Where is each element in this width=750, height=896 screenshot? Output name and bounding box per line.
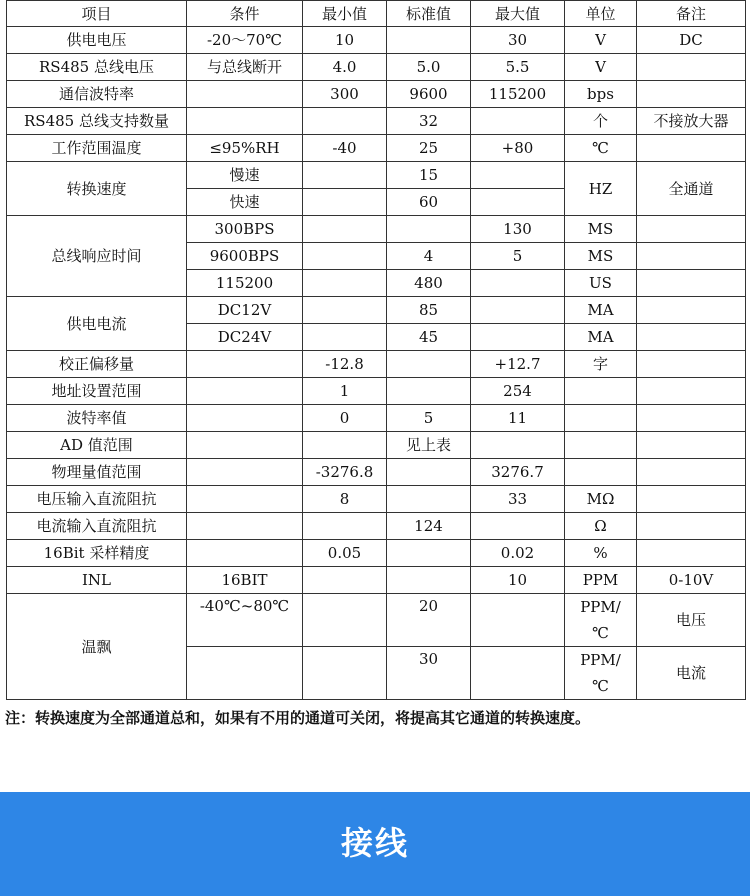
table-cell: [187, 378, 303, 405]
table-cell: 124: [387, 513, 471, 540]
table-cell: MΩ: [565, 486, 637, 513]
table-cell: [565, 594, 637, 647]
table-cell: 4.0: [303, 54, 387, 81]
table-cell: 130: [471, 216, 565, 243]
section-banner: [0, 792, 750, 896]
header-cell: 单位: [565, 1, 637, 27]
table-cell: Ω: [565, 513, 637, 540]
table-cell: 16BIT: [187, 567, 303, 594]
table-cell: bps: [565, 81, 637, 108]
table-row: [7, 216, 746, 243]
table-row: [7, 486, 746, 513]
table-cell: 波特率值: [7, 405, 187, 432]
table-cell: [303, 432, 387, 459]
table-cell: 30: [471, 27, 565, 54]
table-cell: [303, 647, 387, 700]
table-cell: 温飘: [7, 594, 187, 700]
table-cell: DC: [637, 27, 746, 54]
table-cell: 转换速度: [7, 162, 187, 216]
table-row: [7, 108, 746, 135]
table-cell: -12.8: [303, 351, 387, 378]
table-cell: 0-10V: [637, 567, 746, 594]
table-cell: HZ: [565, 162, 637, 216]
table-cell: 45: [387, 324, 471, 351]
table-cell: V: [565, 54, 637, 81]
footnote: 注：转换速度为全部通道总和，如果有不用的通道可关闭，将提高其它通道的转换速度。: [5, 709, 591, 727]
table-cell: [637, 54, 746, 81]
table-cell: [637, 432, 746, 459]
table-cell: 0.05: [303, 540, 387, 567]
table-cell: MS: [565, 216, 637, 243]
table-cell: 电压输入直流阻抗: [7, 486, 187, 513]
table-cell: [565, 459, 637, 486]
table-cell: 11: [471, 405, 565, 432]
table-cell: [303, 324, 387, 351]
table-cell: 见上表: [387, 432, 471, 459]
table-cell: [187, 513, 303, 540]
table-cell: [471, 594, 565, 647]
table-cell: [471, 513, 565, 540]
table-cell: [637, 459, 746, 486]
table-cell: [637, 81, 746, 108]
table-cell: [303, 270, 387, 297]
table-row: [7, 432, 746, 459]
table-cell: AD 值范围: [7, 432, 187, 459]
table-cell: 5.5: [471, 54, 565, 81]
unit-line: PPM/: [580, 598, 621, 616]
table-cell: [187, 351, 303, 378]
table-cell: 5.0: [387, 54, 471, 81]
table-cell: 254: [471, 378, 565, 405]
table-cell: 电流输入直流阻抗: [7, 513, 187, 540]
table-cell: -20～70℃: [187, 27, 303, 54]
table-cell: 9600: [387, 81, 471, 108]
table-cell: 4: [387, 243, 471, 270]
table-cell: [303, 297, 387, 324]
table-row: [7, 513, 746, 540]
table-cell: [471, 270, 565, 297]
table-cell: [387, 567, 471, 594]
table-cell: MA: [565, 324, 637, 351]
table-cell: [303, 594, 387, 647]
table-cell: 地址设置范围: [7, 378, 187, 405]
table-cell: 300BPS: [187, 216, 303, 243]
table-cell: 与总线断开: [187, 54, 303, 81]
table-row: [7, 81, 746, 108]
table-cell: [637, 540, 746, 567]
table-cell: US: [565, 270, 637, 297]
table-row: [7, 405, 746, 432]
table-cell: DC12V: [187, 297, 303, 324]
table-cell: 1: [303, 378, 387, 405]
table-cell: %: [565, 540, 637, 567]
table-cell: [637, 405, 746, 432]
header-cell: 项目: [7, 1, 187, 27]
table-row: [7, 27, 746, 54]
table-cell: 60: [387, 189, 471, 216]
table-cell: -40: [303, 135, 387, 162]
table-cell: 供电电压: [7, 27, 187, 54]
table-cell: 总线响应时间: [7, 216, 187, 297]
table-cell: 校正偏移量: [7, 351, 187, 378]
table-cell: [565, 432, 637, 459]
table-cell: [303, 108, 387, 135]
table-cell: ℃: [565, 135, 637, 162]
unit-line: ℃: [592, 677, 609, 695]
unit-line: PPM/: [580, 651, 621, 669]
unit-line: ℃: [592, 624, 609, 642]
table-cell: 0: [303, 405, 387, 432]
table-cell: [387, 27, 471, 54]
table-cell: 5: [471, 243, 565, 270]
table-row: [7, 351, 746, 378]
table-cell: RS485 总线支持数量: [7, 108, 187, 135]
table-cell: [565, 405, 637, 432]
table-cell: [387, 216, 471, 243]
table-cell: [387, 459, 471, 486]
table-cell: 0.02: [471, 540, 565, 567]
table-row: [7, 162, 746, 189]
header-cell: 备注: [637, 1, 746, 27]
table-cell: -3276.8: [303, 459, 387, 486]
table-cell: 300: [303, 81, 387, 108]
table-cell: [637, 324, 746, 351]
table-cell: V: [565, 27, 637, 54]
table-row: [7, 594, 746, 647]
table-cell: [471, 324, 565, 351]
header-cell: 最小值: [303, 1, 387, 27]
table-cell: 不接放大器: [637, 108, 746, 135]
table-cell: 8: [303, 486, 387, 513]
table-cell: 115200: [187, 270, 303, 297]
table-row: [7, 567, 746, 594]
table-cell: 慢速: [187, 162, 303, 189]
table-cell: 物理量值范围: [7, 459, 187, 486]
header-cell: 条件: [187, 1, 303, 27]
table-cell: [471, 108, 565, 135]
table-cell: +80: [471, 135, 565, 162]
spec-table: [6, 0, 746, 700]
table-cell: DC24V: [187, 324, 303, 351]
table-cell: [187, 405, 303, 432]
table-cell: [637, 378, 746, 405]
table-cell: 115200: [471, 81, 565, 108]
table-cell: 通信波特率: [7, 81, 187, 108]
table-cell: [387, 540, 471, 567]
table-cell: 3276.7: [471, 459, 565, 486]
table-cell: 25: [387, 135, 471, 162]
table-cell: [387, 351, 471, 378]
header-row: [7, 1, 746, 27]
table-cell: [187, 647, 303, 700]
table-cell: [471, 647, 565, 700]
table-cell: 32: [387, 108, 471, 135]
table-cell: 480: [387, 270, 471, 297]
table-cell: [471, 162, 565, 189]
table-row: [7, 297, 746, 324]
table-cell: [637, 135, 746, 162]
table-cell: 20: [387, 594, 471, 647]
table-cell: [565, 647, 637, 700]
table-cell: 9600BPS: [187, 243, 303, 270]
table-cell: [471, 297, 565, 324]
table-cell: 全通道: [637, 162, 746, 216]
table-cell: [187, 81, 303, 108]
table-cell: [187, 108, 303, 135]
table-cell: 供电电流: [7, 297, 187, 351]
table-cell: [187, 486, 303, 513]
table-cell: 10: [471, 567, 565, 594]
table-row: [7, 54, 746, 81]
table-cell: [637, 270, 746, 297]
table-cell: [637, 243, 746, 270]
table-cell: [303, 162, 387, 189]
table-cell: 电压: [637, 594, 746, 647]
table-row: [7, 135, 746, 162]
table-cell: 85: [387, 297, 471, 324]
table-cell: RS485 总线电压: [7, 54, 187, 81]
table-cell: 33: [471, 486, 565, 513]
table-cell: [637, 297, 746, 324]
table-cell: 16Bit 采样精度: [7, 540, 187, 567]
table-cell: [471, 432, 565, 459]
table-cell: [637, 513, 746, 540]
table-cell: 30: [387, 647, 471, 700]
table-cell: INL: [7, 567, 187, 594]
table-cell: [387, 486, 471, 513]
table-row: [7, 459, 746, 486]
section-title: 接线: [340, 824, 409, 862]
table-cell: [187, 459, 303, 486]
table-cell: 15: [387, 162, 471, 189]
table-cell: [471, 189, 565, 216]
table-cell: PPM: [565, 567, 637, 594]
table-cell: 10: [303, 27, 387, 54]
table-cell: MA: [565, 297, 637, 324]
table-cell: 快速: [187, 189, 303, 216]
table-row: [7, 378, 746, 405]
header-cell: 标准值: [387, 1, 471, 27]
table-cell: 电流: [637, 647, 746, 700]
header-cell: 最大值: [471, 1, 565, 27]
table-cell: [187, 432, 303, 459]
table-cell: 5: [387, 405, 471, 432]
table-cell: +12.7: [471, 351, 565, 378]
table-cell: 工作范围温度: [7, 135, 187, 162]
table-cell: [303, 216, 387, 243]
table-cell: [303, 567, 387, 594]
table-row: [7, 540, 746, 567]
table-cell: [303, 243, 387, 270]
table-cell: [303, 513, 387, 540]
table-cell: [303, 189, 387, 216]
table-cell: -40℃~80℃: [187, 594, 303, 647]
table-cell: ≤95%RH: [187, 135, 303, 162]
table-cell: [565, 378, 637, 405]
table-cell: [637, 486, 746, 513]
table-cell: [387, 378, 471, 405]
table-cell: 个: [565, 108, 637, 135]
table-cell: [637, 351, 746, 378]
table-cell: [187, 540, 303, 567]
table-cell: MS: [565, 243, 637, 270]
table-cell: 字: [565, 351, 637, 378]
table-cell: [637, 216, 746, 243]
